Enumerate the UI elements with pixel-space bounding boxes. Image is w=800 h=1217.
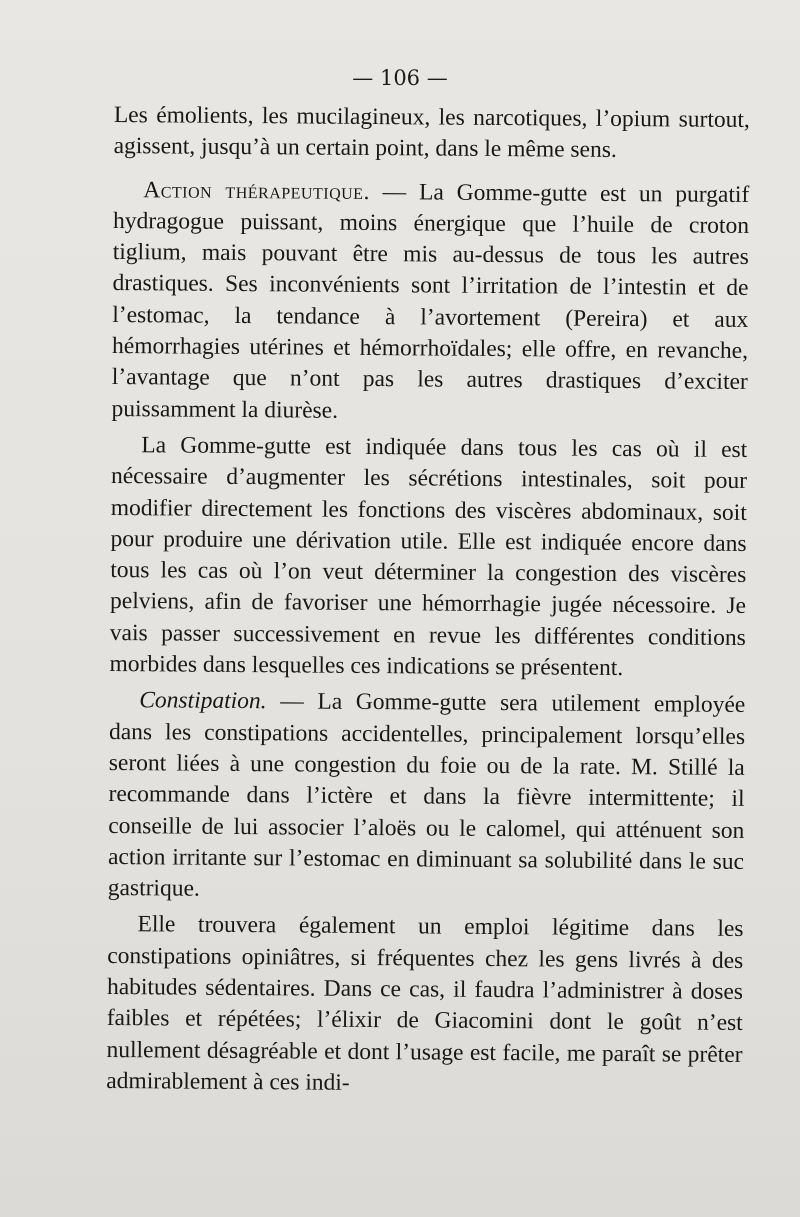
paragraph-2-text: — La Gomme-gutte est un purgatif hydragogue puissant, moins énergique que l’huile de croton tiglium, mais pouvant être mis au-dessus de tous les autres drastiques. Ses inconvénients sont l’irritation de l’intestin et de l’estomac, la tendance à l’avortement (Pereira) et aux hémorrhagies utérines et hémorrhoïdales; elle offre, en revanche, l’avantage que n’ont pas les autres drastiques d’exciter puissamment la diurèse. <box>111 178 750 424</box>
page-number: — 106 — <box>352 66 448 90</box>
paragraph-5 <box>106 909 743 1102</box>
paragraph-3-text: La Gomme-gutte est indiquée dans tous les cas où il est nécessaire d’augmenter les sécrétions intestinales, soit pour modifier directement les fonctions des viscères abdominaux, soit pour produire une dérivation utile. Elle est indiquée encore dans tous les cas où l’on veut déterminer la congestion des viscères pelviens, afin de favoriser une hémorrhagie jugée nécessoire. Je vais passer successivement en revue les différentes conditions morbides dans lesquelles ces indications se présentent. <box>109 432 748 682</box>
paragraph-2 <box>111 175 749 430</box>
paragraph-3 <box>109 430 747 685</box>
paragraph-4 <box>108 685 746 909</box>
paragraph-5-text: Elle trouvera également un emploi légitime dans les constipations opiniâtres, si fréquentes chez les gens livrés à des habitudes sédentaires. Dans ce cas, il faudra l’administrer à doses faibles et répétées; l’élixir de Giacomini dont le goût n’est nullement désagréable et dont l’usage est facile, me paraît se prêter admirablement à ces indi- <box>106 911 744 1096</box>
paragraph-4-text: — La Gomme-gutte sera utilement employée dans les constipations accidentelles, principalement lorsqu’elles seront liées à une congestion du foie ou de la rate. M. Stillé la recommande dans l’ictère et dans la fièvre intermittente; il conseille de lui associer l’aloës ou le calomel, qui atténuent son action irritante sur l’estomac en diminuant sa solubilité dans le suc gastrique. <box>107 688 746 902</box>
paragraph-1-text: Les émolients, les mucilagineux, les narcotiques, l’opium surtout, agissent, jusqu’à un certain point, dans le même sens. <box>113 101 750 164</box>
body-text <box>106 100 750 1102</box>
section-heading-constipation: Constipation. <box>139 687 267 715</box>
paragraph-1 <box>114 100 750 168</box>
section-heading-action-therapeutique: Action thérapeutique. <box>143 176 370 205</box>
